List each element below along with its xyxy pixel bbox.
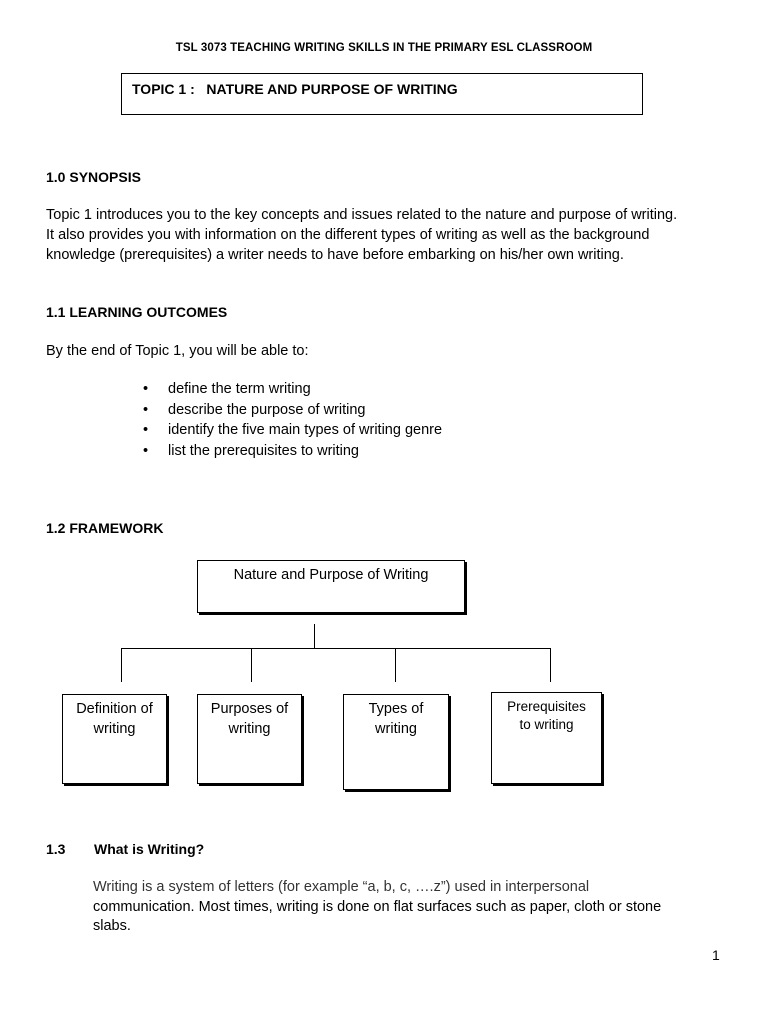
list-item	[143, 400, 442, 421]
learning-outcomes-intro: By the end of Topic 1, you will be able to:	[46, 343, 309, 359]
list-item-text: describe the purpose of writing	[168, 401, 366, 418]
page-number: 1	[712, 947, 720, 963]
learning-outcomes-list	[143, 379, 442, 461]
writing-definition-paragraph	[93, 878, 733, 937]
paragraph-line: slabs.	[93, 918, 131, 934]
synopsis-paragraph	[46, 205, 736, 265]
framework-root-label: Nature and Purpose of Writing	[233, 567, 429, 583]
course-header: TSL 3073 TEACHING WRITING SKILLS IN THE PRIMARY ESL CLASSROOM	[175, 42, 593, 54]
paragraph-line: communication. Most times, writing is done on flat surfaces such as paper, cloth or stone	[93, 898, 662, 915]
connector-horizontal	[121, 648, 551, 649]
framework-box-prerequisites	[491, 692, 602, 784]
connector-drop-4	[550, 648, 551, 682]
connector-drop-1	[121, 648, 122, 682]
synopsis-line: It also provides you with information on the different types of writing as well as the background	[46, 227, 650, 243]
framework-box-label: Prerequisites	[507, 699, 586, 714]
framework-box-label: writing	[375, 721, 417, 737]
framework-box-label: writing	[93, 721, 136, 737]
framework-heading: 1.2 FRAMEWORK	[46, 520, 164, 536]
list-item	[143, 420, 442, 441]
framework-box-label: Types of	[368, 701, 424, 717]
bullet-icon: •	[143, 401, 149, 418]
list-item	[143, 441, 442, 462]
list-item-text: define the term writing	[168, 381, 311, 397]
synopsis-line: knowledge (prerequisites) a writer needs to have before embarking on his/her own writing.	[46, 247, 624, 263]
paragraph-line: Writing is a system of letters (for example “a, b, c, ….z”) used in interpersonal	[93, 879, 590, 895]
framework-box-label: Purposes of	[210, 701, 289, 717]
synopsis-line: Topic 1 introduces you to the key concepts and issues related to the nature and purpose of writing.	[46, 207, 678, 223]
connector-drop-2	[251, 648, 252, 682]
bullet-icon: •	[143, 422, 149, 438]
list-item-text: identify the five main types of writing genre	[168, 422, 443, 438]
framework-box-purposes	[197, 694, 302, 784]
topic-title: TOPIC 1 : NATURE AND PURPOSE OF WRITING	[132, 81, 458, 97]
framework-root-box	[197, 560, 465, 613]
list-item	[143, 379, 442, 400]
framework-box-label: writing	[228, 721, 271, 737]
section-title: What is Writing?	[94, 841, 205, 857]
learning-outcomes-heading: 1.1 LEARNING OUTCOMES	[46, 304, 228, 320]
connector-drop-3	[395, 648, 396, 682]
framework-box-types	[343, 694, 449, 790]
synopsis-heading: 1.0 SYNOPSIS	[46, 169, 141, 185]
list-item-text: list the prerequisites to writing	[168, 442, 359, 459]
framework-box-label: Definition of	[76, 701, 153, 717]
bullet-icon: •	[143, 442, 149, 459]
section-number: 1.3	[46, 841, 66, 857]
topic-title-box	[121, 73, 643, 115]
framework-box-definition	[62, 694, 167, 784]
framework-box-label: to writing	[519, 717, 574, 732]
bullet-icon: •	[143, 381, 149, 397]
connector-vertical-root	[314, 624, 315, 648]
